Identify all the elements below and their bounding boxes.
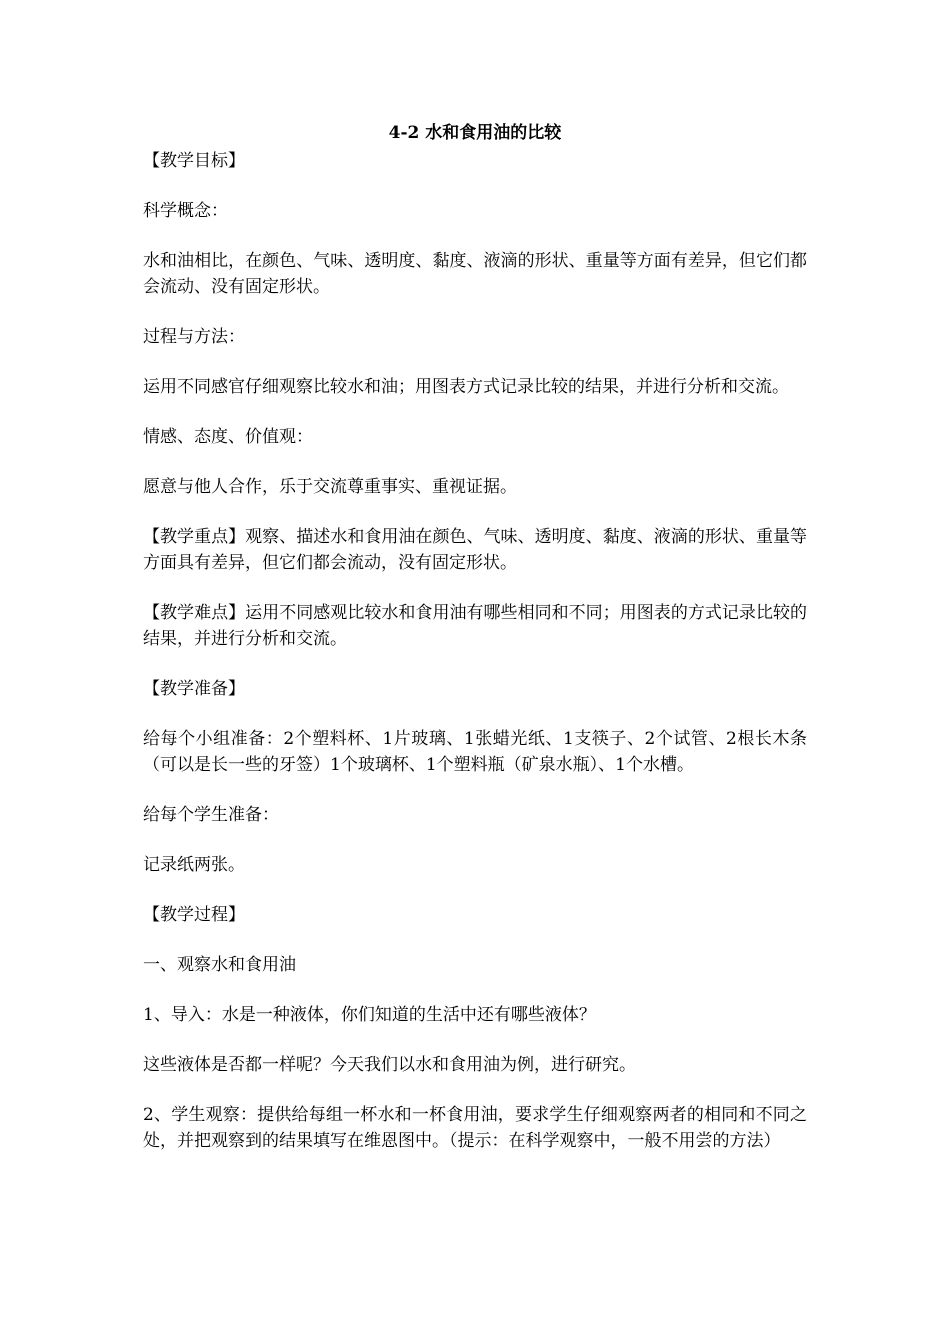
paragraph-difficulties: 【教学难点】运用不同感观比较水和食用油有哪些相同和不同；用图表的方式记录比较的结果，并进行分析和交流。 — [143, 603, 807, 649]
subheading-observe: 一、观察水和食用油 — [143, 955, 296, 975]
paragraph-student-observation: 2、学生观察：提供给每组一杯水和一杯食用油，要求学生仔细观察两者的相同和不同之处，并把观察到的结果填写在维恩图中。（提示：在科学观察中，一般不用尝的方法） — [143, 1105, 807, 1151]
subheading-student-materials: 给每个学生准备： — [143, 805, 279, 825]
paragraph-process-methods: 运用不同感官仔细观察比较水和油；用图表方式记录比较的结果，并进行分析和交流。 — [143, 377, 789, 397]
section-heading-process: 【教学过程】 — [143, 905, 245, 925]
document-title: 4-2 水和食用油的比较 — [388, 123, 562, 143]
paragraph-intro: 1、导入：水是一种液体，你们知道的生活中还有哪些液体？ — [143, 1005, 596, 1025]
section-heading-preparation: 【教学准备】 — [143, 679, 245, 699]
paragraph-science-concepts: 水和油相比，在颜色、气味、透明度、黏度、液滴的形状、重量等方面有差异，但它们都会流动、没有固定形状。 — [143, 251, 807, 297]
subheading-process-methods: 过程与方法： — [143, 327, 245, 347]
paragraph-attitudes-values: 愿意与他人合作，乐于交流尊重事实、重视证据。 — [143, 477, 517, 497]
subheading-science-concepts: 科学概念： — [143, 201, 228, 221]
paragraph-student-materials: 记录纸两张。 — [143, 855, 245, 875]
section-heading-objectives: 【教学目标】 — [143, 151, 245, 171]
paragraph-key-points: 【教学重点】观察、描述水和食用油在颜色、气味、透明度、黏度、液滴的形状、重量等方面具有差异，但它们都会流动，没有固定形状。 — [143, 527, 807, 573]
paragraph-intro-question: 这些液体是否都一样呢？今天我们以水和食用油为例，进行研究。 — [143, 1055, 636, 1075]
subheading-attitudes-values: 情感、态度、价值观： — [143, 427, 313, 447]
paragraph-group-materials: 给每个小组准备：2个塑料杯、1片玻璃、1张蜡光纸、1支筷子、2个试管、2根长木条（可以是长一些的牙签）1个玻璃杯、1个塑料瓶（矿泉水瓶）、1个水槽。 — [143, 729, 807, 775]
